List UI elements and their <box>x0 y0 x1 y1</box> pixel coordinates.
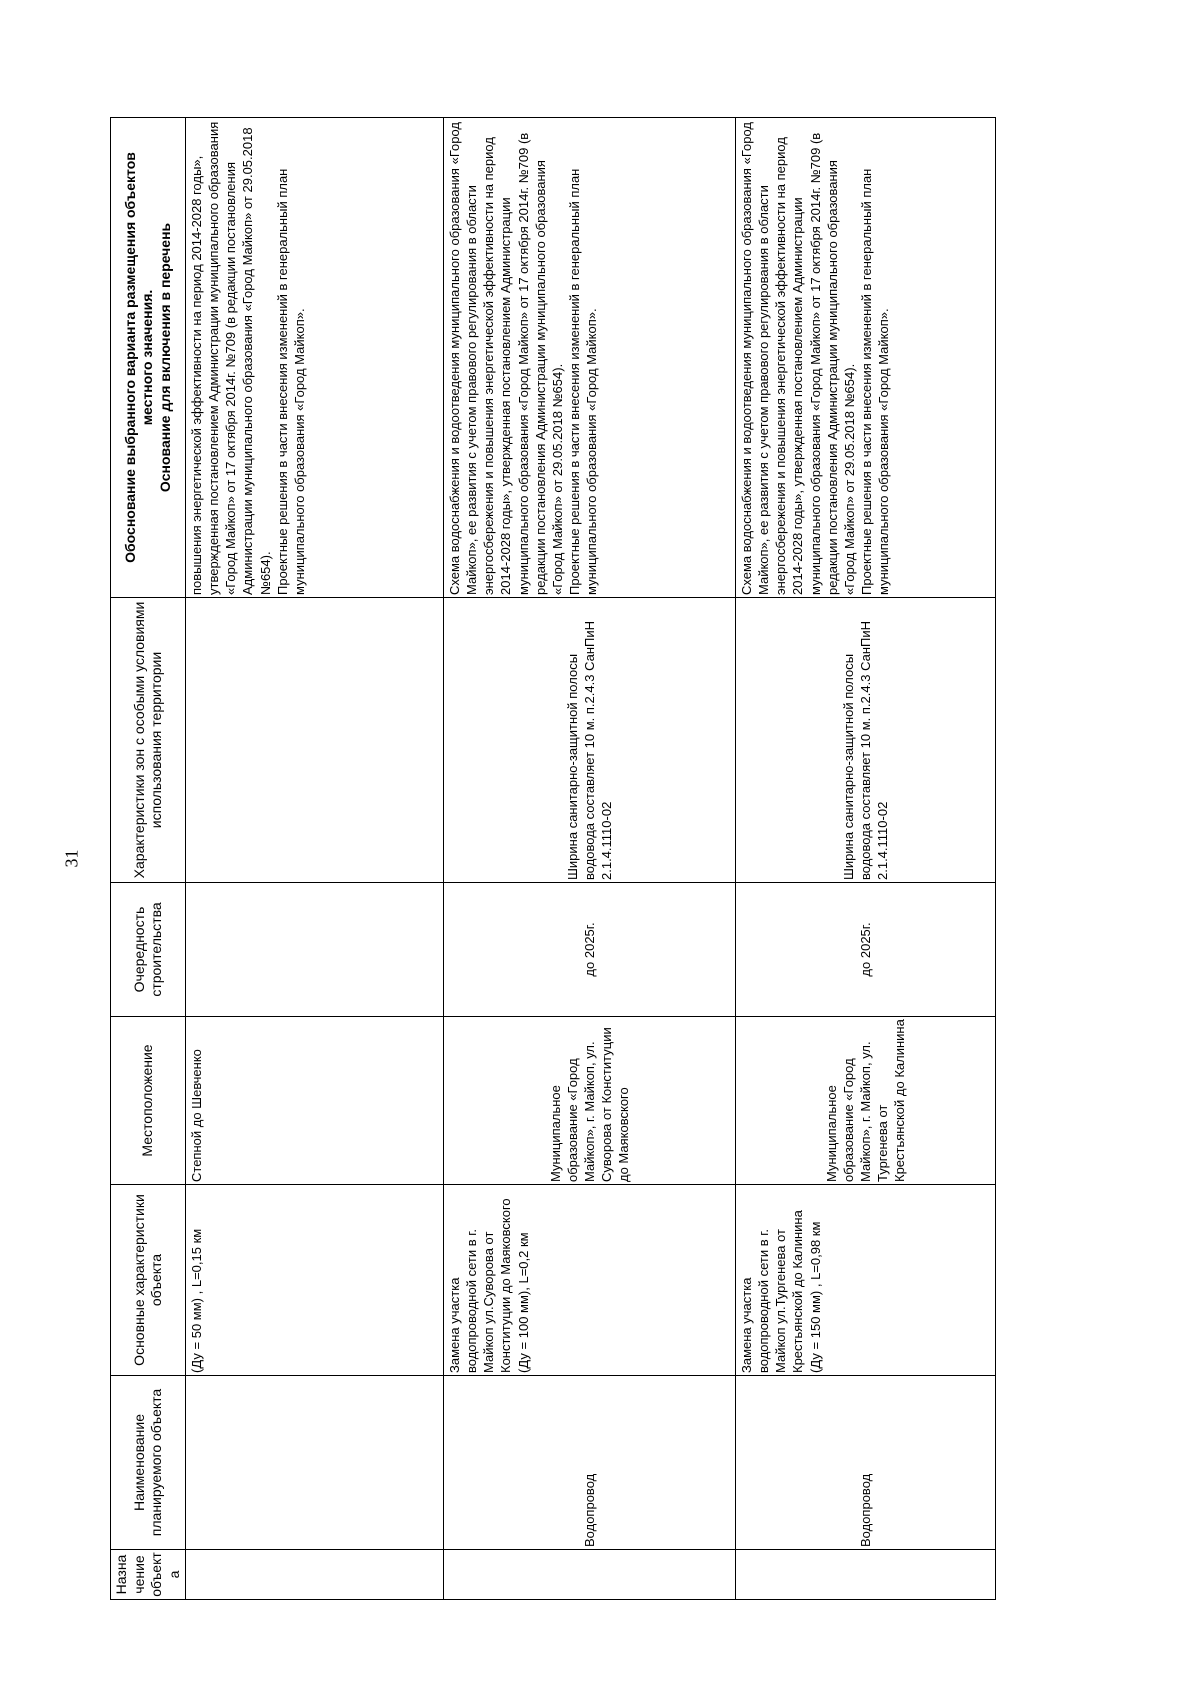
cell-purpose <box>186 1550 444 1600</box>
cell-location: Муниципальное образование «Город Майкоп», г. Майкоп, ул. Суворова от Конституции до Маяковского <box>444 1017 736 1185</box>
table-header-row <box>111 118 186 1600</box>
cell-purpose <box>736 1550 996 1600</box>
header-justification-line1: Обоснование выбранного варианта размещения объектов местного значения. <box>121 152 156 563</box>
cell-characteristics: Замена участка водопроводной сети в г. Майкоп ул.Тургенева от Крестьянской до Калинина (Ду = 150 мм) , L=0,98 км <box>736 1185 996 1376</box>
header-purpose: Назначение объекта <box>111 1550 186 1600</box>
cell-justification <box>186 118 444 598</box>
page-number: 31 <box>61 849 82 868</box>
rotated-table-container <box>110 118 968 1600</box>
justification-part2: Проектные решения в части внесения изменений в генеральный план муниципального образования «Город Майкоп». <box>567 168 600 595</box>
justification-part2: Проектные решения в части внесения изменений в генеральный план муниципального образования «Город Майкоп». <box>859 168 892 595</box>
cell-name: Водопровод <box>736 1376 996 1550</box>
header-justification-line2: Основание для включения в перечень <box>156 222 173 493</box>
table-row <box>186 118 444 1600</box>
objects-table <box>110 117 996 1600</box>
cell-justification <box>444 118 736 598</box>
justification-part1: Схема водоснабжения и водоотведения муниципального образования «Город Майкоп», ее развития с учетом правового регулирования в области энергосбережения и повышения энергетической эффективности на период 2014-2028 годы», утвержденная постановлением Администрации муниципального образования «Город Майкоп» от 17 октября 2014г. №709 (в редакции постановления Администрации муниципального образования «Город Майкоп» от 29.05.2018 №654). <box>447 122 565 595</box>
cell-stage: до 2025г. <box>736 883 996 1017</box>
cell-characteristics: Замена участка водопроводной сети в г. Майкоп ул.Суворова от Конституции до Маяковского (Ду = 100 мм), L=0,2 км <box>444 1185 736 1376</box>
cell-location: Муниципальное образование «Город Майкоп», г. Майкоп, ул. Тургенева от Крестьянской до Калинина <box>736 1017 996 1185</box>
justification-part1: Схема водоснабжения и водоотведения муниципального образования «Город Майкоп», ее развития с учетом правового регулирования в области энергосбережения и повышения энергетической эффективности на период 2014-2028 годы», утвержденная постановлением Администрации муниципального образования «Город Майкоп» от 17 октября 2014г. №709 (в редакции постановления Администрации муниципального образования «Город Майкоп» от 29.05.2018 №654). <box>739 122 857 595</box>
cell-zones <box>186 598 444 883</box>
cell-characteristics: (Ду = 50 мм) , L=0,15 км <box>186 1185 444 1376</box>
cell-location: Степной до Шевченко <box>186 1017 444 1185</box>
table-row <box>736 118 996 1600</box>
cell-name: Водопровод <box>444 1376 736 1550</box>
cell-name <box>186 1376 444 1550</box>
cell-zones: Ширина санитарно-защитной полосы водовода составляет 10 м. п.2.4.3 СанПиН 2.1.4.1110-02 <box>444 598 736 883</box>
header-characteristics: Основные характеристики объекта <box>111 1185 186 1376</box>
header-name: Наименование планируемого объекта <box>111 1376 186 1550</box>
cell-stage <box>186 883 444 1017</box>
cell-justification <box>736 118 996 598</box>
header-justification <box>111 118 186 598</box>
cell-stage: до 2025г. <box>444 883 736 1017</box>
header-stage: Очередность строительства <box>111 883 186 1017</box>
header-location: Местоположение <box>111 1017 186 1185</box>
justification-part2: Проектные решения в части внесения изменений в генеральный план муниципального образования «Город Майкоп». <box>274 168 307 595</box>
header-zones: Характеристики зон с особыми условиями использования территории <box>111 598 186 883</box>
cell-zones: Ширина санитарно-защитной полосы водовода составляет 10 м. п.2.4.3 СанПиН 2.1.4.1110-02 <box>736 598 996 883</box>
table-row <box>444 118 736 1600</box>
justification-part1: повышения энергетической эффективности на период 2014-2028 годы», утвержденная постановлением Администрации муниципального образования «Город Майкоп» от 17 октября 2014г. №709 (в редакции постановления Администрации муниципального образования «Город Майкоп» от 29.05.2018 №654). <box>189 121 273 595</box>
cell-purpose <box>444 1550 736 1600</box>
